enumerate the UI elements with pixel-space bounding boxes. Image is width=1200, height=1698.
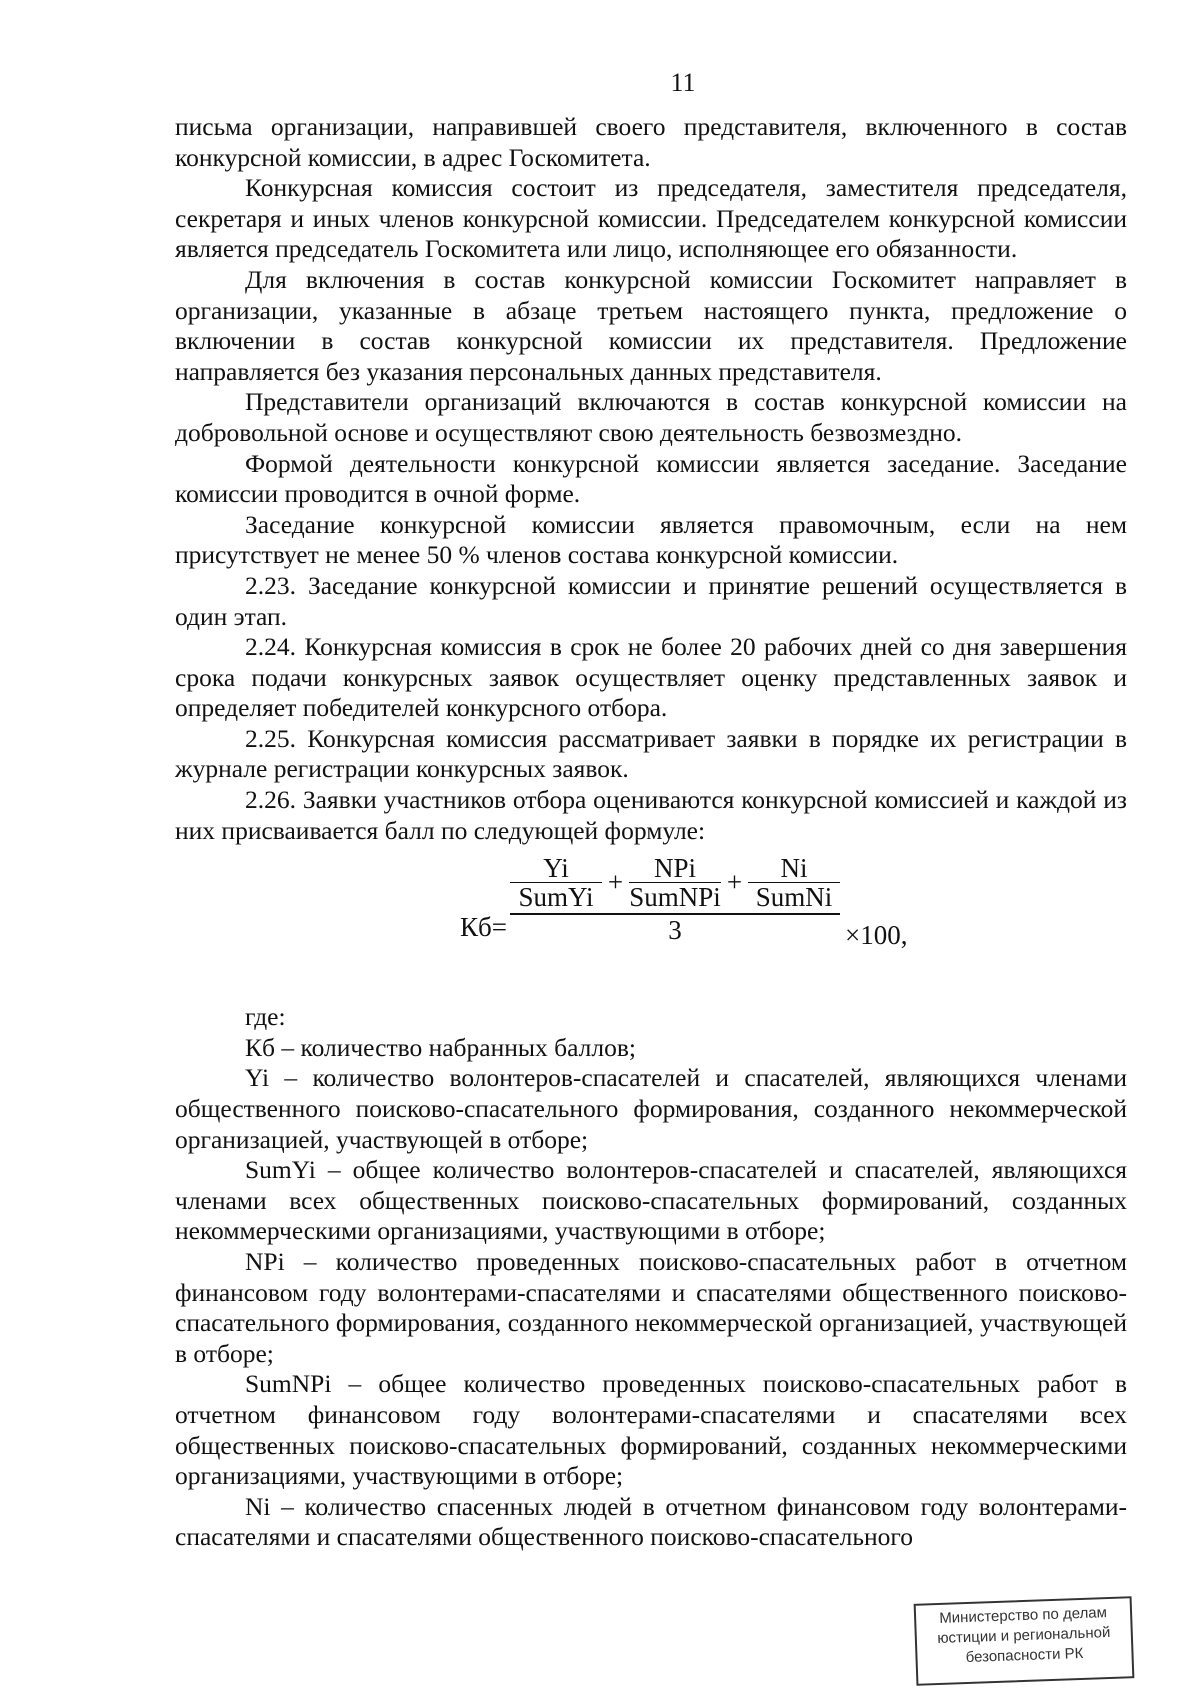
registration-stamp [914,1596,1135,1686]
formula-fraction-npi [629,854,721,911]
formula-denominator: 3 [668,915,682,946]
page-number: 11 [670,68,696,97]
formula-multiplier: ×100, [845,920,908,951]
formula-lhs: Кб= [460,912,507,943]
paragraph: Представители организаций включаются в состав конкурсной комиссии на добровольной основе и осуществляют свою деятельность безвозмездно. [175,387,1127,447]
paragraph: Yi – количество волонтеров-спасателей и спасателей, являющихся членами общественного поисково-спасательного формирования, созданного некоммерческой организацией, участвующей в отборе; [175,1063,1127,1154]
paragraph: 2.23. Заседание конкурсной комиссии и принятие решений осуществляется в один этап. [175,570,1127,631]
formula-fraction-ni [748,854,840,911]
paragraph: Формой деятельности конкурсной комиссии является заседание. Заседание комиссии проводится в очной форме. [175,448,1127,509]
document-body [175,112,1127,1553]
paragraph: где: [245,1002,286,1032]
stamp-line: безопасности РК [965,1644,1084,1667]
paragraph: SumNPi – общее количество проведенных поисково-спасательных работ в отчетном финансовом году волонтерами-спасателями и спасателями всех общественных поисково-спасательных формирований, созданных некоммерческими организациями, участвующими в отборе; [175,1369,1127,1491]
paragraph: 2.25. Конкурсная комиссия рассматривает заявки в порядке их регистрации в журнале регистрации конкурсных заявок. [175,723,1127,784]
paragraph: NPi – количество проведенных поисково-спасательных работ в отчетном финансовом году волонтерами-спасателями и спасателями общественного поисково-спасательного формирования, созданного некоммерческой организацией, участвующей в отборе; [175,1247,1127,1368]
fraction-numerator: Yi [510,854,602,883]
paragraph: Кб – количество набранных баллов; [245,1032,636,1062]
formula-fraction-yi [510,854,602,911]
formula-numerator [510,854,840,911]
fraction-denominator: SumNi [755,882,833,913]
fraction-denominator: SumNPi [629,882,721,913]
paragraph: Для включения в состав конкурсной комиссии Госкомитет направляет в организации, указанные в абзаце третьем настоящего пункта, предложение о включении в состав конкурсной комиссии их представителя. Предложение направляется без указания персональных данных представителя. [175,264,1127,386]
paragraph: 2.26. Заявки участников отбора оцениваются конкурсной комиссией и каждой из них присваивается балл по следующей формуле: [175,785,1127,845]
paragraph: Ni – количество спасенных людей в отчетном финансовом году волонтерами-спасателями и спасателями общественного поисково-спасательного [175,1491,1127,1552]
fraction-numerator: NPi [629,854,721,883]
plus-sign: + [726,867,743,898]
paragraph: письма организации, направившей своего представителя, включенного в состав конкурсной комиссии, в адрес Госкомитета. [175,112,1127,172]
score-formula [175,854,1127,1002]
paragraph: SumYi – общее количество волонтеров-спасателей и спасателей, являющихся членами всех общественных поисково-спасательных формирований, созданных некоммерческими организациями, участвующими в отборе; [175,1155,1127,1246]
fraction-denominator: SumYi [518,882,594,913]
stamp-line: юстиции и региональной [936,1623,1111,1648]
fraction-numerator: Ni [748,854,840,883]
paragraph: Конкурсная комиссия состоит из председателя, заместителя председателя, секретаря и иных членов конкурсной комиссии. Председателем конкурсной комиссии является председатель Госкомитета или лицо, исполняющее его обязанности. [175,173,1127,264]
paragraph: Заседание конкурсной комиссии является правомочным, если на нем присутствует не менее 50 % членов состава конкурсной комиссии. [175,509,1127,570]
paragraph: 2.24. Конкурсная комиссия в срок не более 20 рабочих дней со дня завершения срока подачи конкурсных заявок осуществляет оценку представленных заявок и определяет победителей конкурсного отбора. [175,632,1127,723]
stamp-line: Министерство по делам [938,1604,1108,1627]
formula-main-fraction [510,854,840,945]
plus-sign: + [607,867,624,898]
